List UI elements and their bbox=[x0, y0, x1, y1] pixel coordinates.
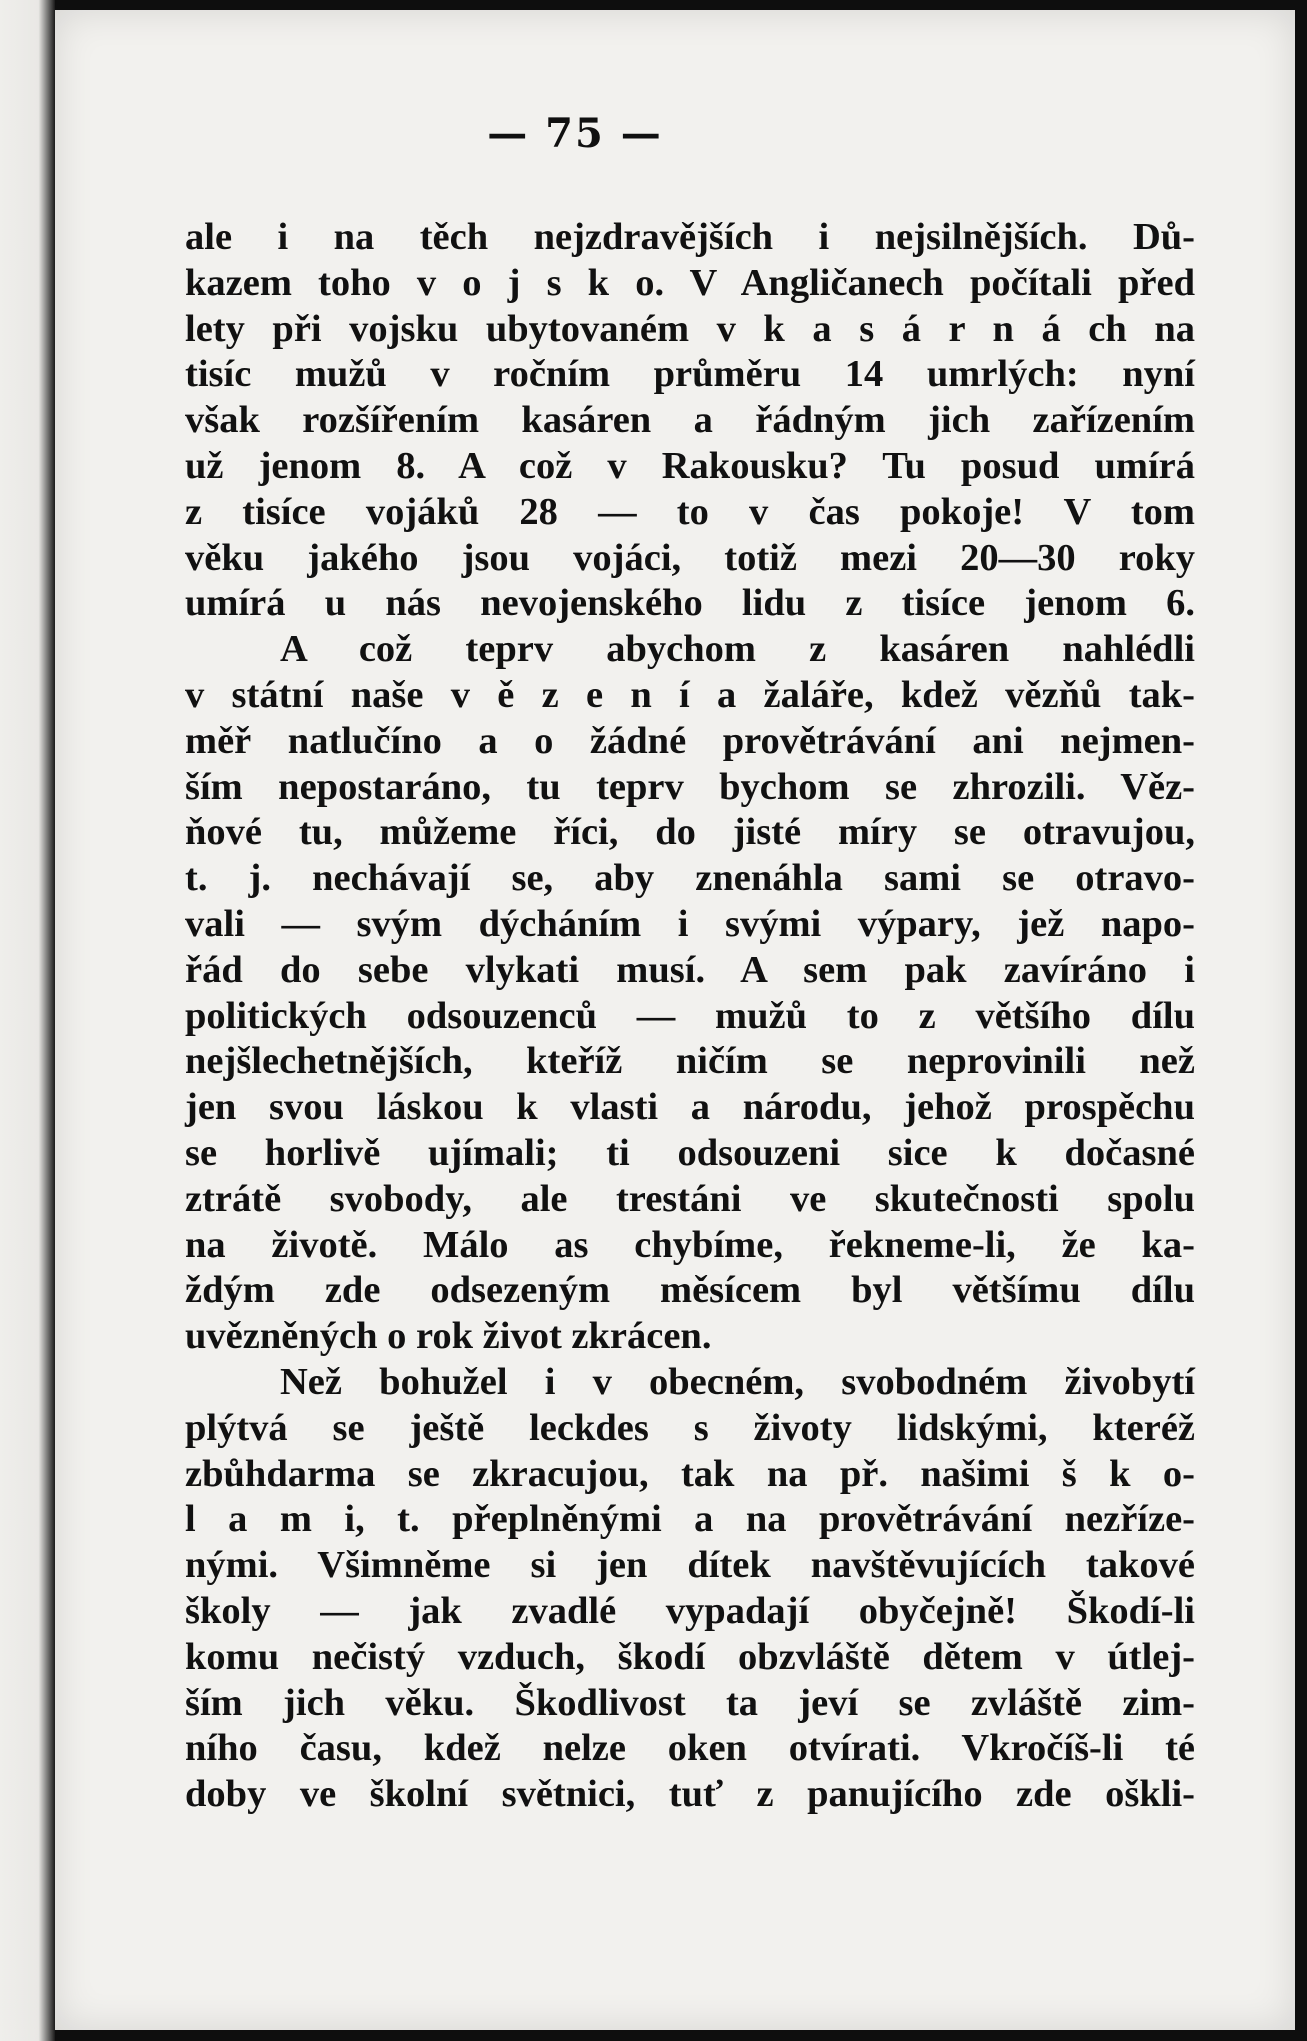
text-line: na životě. Málo as chybíme, řekneme-li, že ka- bbox=[185, 1223, 1195, 1266]
text-line: ším jich věku. Škodlivost ta jeví se zvláště zim- bbox=[185, 1681, 1195, 1724]
text-line: měř natlučíno a o žádné provětrávání ani nejmen- bbox=[185, 719, 1195, 762]
text-line: už jenom 8. A což v Rakousku? Tu posud umírá bbox=[185, 444, 1195, 487]
left-page-edge bbox=[0, 0, 55, 2041]
text-line: z tisíce vojáků 28 — to v čas pokoje! V tom bbox=[185, 490, 1195, 533]
text-line: ztrátě svobody, ale trestáni ve skutečnosti spolu bbox=[185, 1177, 1195, 1220]
text-line: politických odsouzenců — mužů to z většího dílu bbox=[185, 994, 1195, 1037]
text-line: tisíc mužů v ročním průměru 14 umrlých: nyní bbox=[185, 353, 1195, 396]
text-line: zbůhdarma se zkracujou, tak na př. našimi š k o- bbox=[185, 1452, 1195, 1495]
paragraph-start-line: A což teprv abychom z kasáren nahlédli bbox=[280, 628, 1195, 671]
text-line: však rozšířením kasáren a řádným jich zařízením bbox=[185, 399, 1195, 442]
text-line: ního času, kdež nelze oken otvírati. Vkročíš-li té bbox=[185, 1727, 1195, 1770]
text-line: kazem toho v o j s k o. V Angličanech počítali před bbox=[185, 261, 1195, 304]
text-line: ňové tu, můžeme říci, do jisté míry se otravujou, bbox=[185, 811, 1195, 854]
text-line: plýtvá se ještě leckdes s životy lidskými, kteréž bbox=[185, 1406, 1195, 1449]
text-line: se horlivě ujímali; ti odsouzeni sice k dočasné bbox=[185, 1131, 1195, 1174]
text-line: ším nepostaráno, tu teprv bychom se zhrozili. Věz- bbox=[185, 765, 1195, 808]
text-line: nejšlechetnějších, kteříž ničím se neprovinili než bbox=[185, 1040, 1195, 1083]
text-line: umírá u nás nevojenského lidu z tisíce jenom 6. bbox=[185, 582, 1195, 625]
text-line: komu nečistý vzduch, škodí obzvláště dětem v útlej- bbox=[185, 1635, 1195, 1678]
text-line: jen svou láskou k vlasti a národu, jehož prospěchu bbox=[185, 1086, 1195, 1129]
text-line: školy — jak zvadlé vypadají obyčejně! Škodí-li bbox=[185, 1589, 1195, 1632]
body-text bbox=[185, 215, 1195, 1818]
text-line: nými. Všimněme si jen dítek navštěvujících takové bbox=[185, 1544, 1195, 1587]
text-line: řád do sebe vlykati musí. A sem pak zavíráno i bbox=[185, 948, 1195, 991]
text-line: lety při vojsku ubytovaném v k a s á r n á ch na bbox=[185, 307, 1195, 350]
paragraph-end-line: uvězněných o rok život zkrácen. bbox=[185, 1315, 712, 1358]
text-line: věku jakého jsou vojáci, totiž mezi 20—30 roky bbox=[185, 536, 1195, 579]
paragraph-start-line: Než bohužel i v obecném, svobodném živobytí bbox=[280, 1360, 1195, 1403]
text-line: ale i na těch nejzdravějších i nejsilnějších. Dů- bbox=[185, 216, 1195, 258]
text-line: doby ve školní světnici, tuť z panujícího zde oškli- bbox=[185, 1773, 1195, 1816]
page-number: — 75 — bbox=[487, 110, 663, 157]
book-page bbox=[55, 10, 1295, 2030]
text-line: t. j. nechávají se, aby znenáhla sami se otravo- bbox=[185, 857, 1195, 900]
text-line: l a m i, t. přeplněnými a na provětrávání nezříze- bbox=[185, 1498, 1195, 1541]
text-line: v státní naše v ě z e n í a žaláře, kdež vězňů tak- bbox=[185, 673, 1195, 716]
text-line: ždým zde odsezeným měsícem byl většímu dílu bbox=[185, 1269, 1195, 1312]
text-line: vali — svým dýcháním i svými výpary, jež napo- bbox=[185, 902, 1195, 945]
